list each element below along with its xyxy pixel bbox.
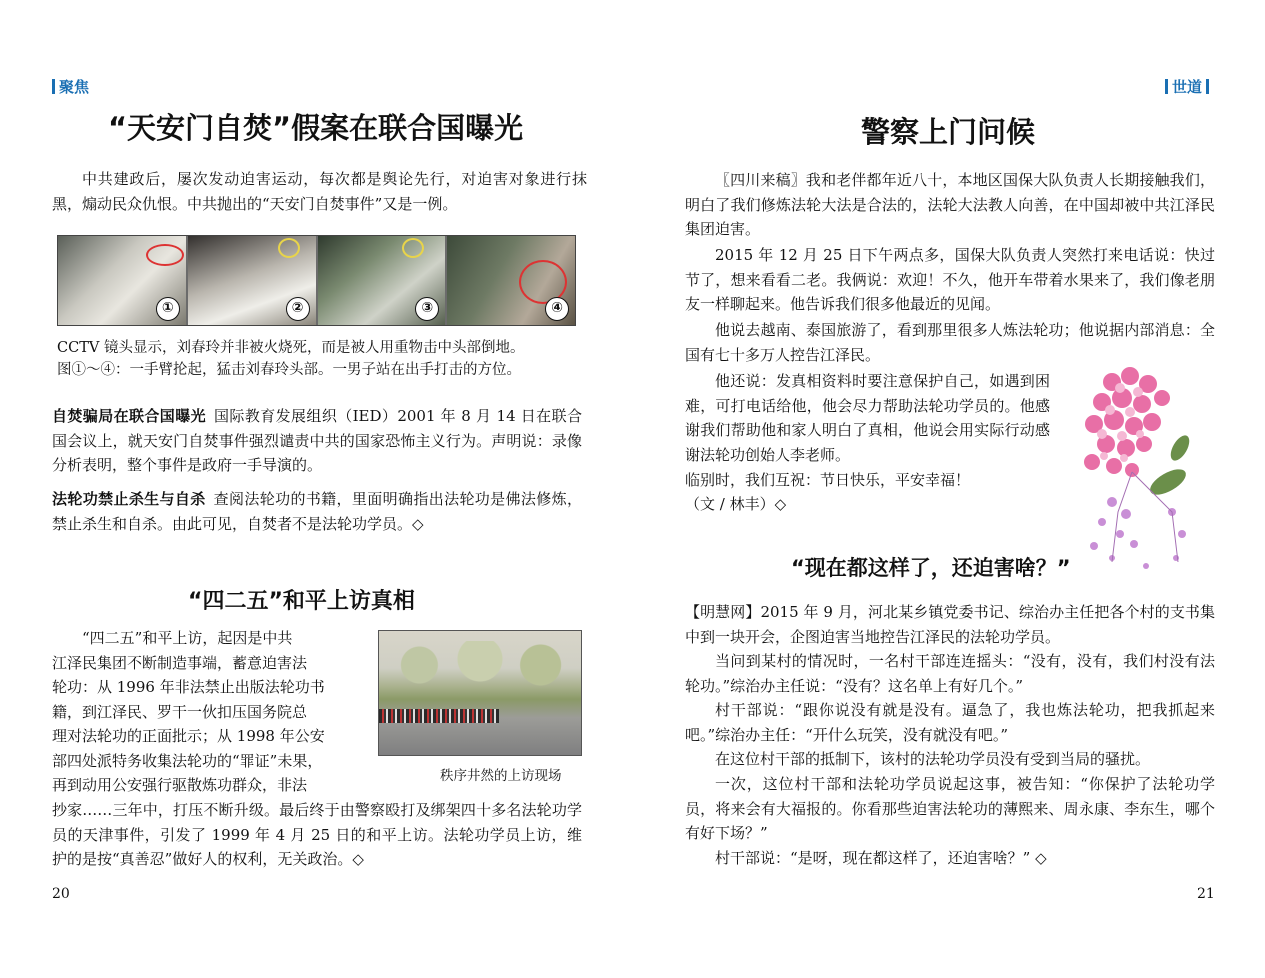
intro-paragraph: 中共建政后，屡次发动迫害运动，每次都是舆论先行，对迫害对象进行抹黑，煽动民众仇恨。中共抛出的“天安门自焚事件”又是一例。 bbox=[52, 170, 587, 213]
text-line: 籍，到江泽民、罗干一伙扣压国务院总 bbox=[52, 702, 308, 721]
highlight-circle bbox=[146, 244, 184, 266]
text-line: 理对法轮功的正面批示；从 1998 年公安 bbox=[52, 727, 325, 745]
protest-photo bbox=[378, 630, 582, 756]
photo-caption bbox=[57, 337, 587, 381]
article-title: “天安门自焚”假案在联合国曝光 bbox=[108, 111, 524, 145]
section-tag-focus bbox=[52, 76, 89, 97]
protest-photo-caption: 秩序井然的上访现场 bbox=[440, 768, 562, 784]
cctv-photo-strip bbox=[57, 235, 576, 326]
highlight-circle bbox=[402, 238, 424, 258]
crowd bbox=[379, 709, 499, 723]
highlight-circle bbox=[278, 238, 300, 258]
cctv-frame-3 bbox=[318, 236, 446, 325]
section-tag-world bbox=[1165, 76, 1209, 97]
paragraph: 【明慧网】2015 年 9 月，河北某乡镇党委书记、综治办主任把各个村的支书集中到一块开会，企图迫害当地控告江泽民的法轮功学员。 bbox=[685, 603, 1215, 646]
paragraph: 村干部说：“是呀，现在都这样了，还迫害啥？” ◇ bbox=[715, 849, 1047, 867]
frame-number: ① bbox=[156, 297, 180, 321]
paragraph: 一次，这位村干部和法轮功学员说起这事，被告知：“你保护了法轮功学员，将来会有大福报的。你看那些迫害法轮功的薄熙来、周永康、李东生，哪个有好下场？” bbox=[685, 775, 1215, 842]
subsection-un-exposure bbox=[52, 404, 582, 478]
subsection-heading: 自焚骗局在联合国曝光 bbox=[52, 407, 207, 425]
trees bbox=[379, 641, 581, 701]
subsection-no-killing bbox=[52, 487, 582, 536]
cctv-frame-1 bbox=[58, 236, 186, 325]
page-number: 21 bbox=[1197, 886, 1215, 902]
article-title-still-persecute: “现在都这样了，还迫害啥？” bbox=[791, 556, 1071, 580]
paragraph: 2015 年 12 月 25 日下午两点多，国保大队负责人突然打来电话说：快过节了，想来看看二老。我俩说：欢迎！不久，他开车带着水果来了，我们像老朋友一样聊起来。他告诉我们很多他最近的见闻。 bbox=[685, 246, 1215, 313]
paragraph: 〖四川来稿〗我和老伴都年近八十，本地区国保大队负责人长期接触我们，明白了我们修炼法轮大法是合法的，法轮大法教人向善，在中国却被中共江泽民集团迫害。 bbox=[685, 171, 1215, 238]
text-line: 再到动用公安强行驱散炼功群众，非法 bbox=[52, 776, 308, 794]
text-line: “四二五”和平上访，起因是中共 bbox=[82, 629, 293, 647]
paragraph: 他还说：发真相资料时要注意保护自己，如遇到困难，可打电话给他，他会尽力帮助法轮功学员的。他感谢我们帮助他和家人明白了真相，他说会用实际行动感谢法轮功创始人李老师。 bbox=[685, 372, 1050, 464]
photo-caption-line: CCTV 镜头显示，刘春玲并非被火烧死，而是被人用重物击中头部倒地。 bbox=[57, 340, 525, 356]
section-tag-label: 世道 bbox=[1172, 78, 1203, 96]
text-line: 部四处派特务收集法轮功的“罪证”未果， bbox=[52, 751, 323, 770]
section-tag-bar bbox=[1165, 79, 1168, 94]
article-title-425: “四二五”和平上访真相 bbox=[188, 589, 415, 614]
section-tag-bar bbox=[52, 79, 55, 94]
article-425-wrapped-text bbox=[52, 626, 370, 798]
flower-illustration-icon bbox=[1072, 362, 1202, 582]
paragraph: 临别时，我们互祝：节日快乐，平安幸福！ bbox=[685, 471, 971, 489]
paragraph: 他说去越南、泰国旅游了，看到那里很多人炼法轮功；他说据内部消息：全国有七十多万人控告江泽民。 bbox=[685, 321, 1215, 364]
photo-caption-line: 图①～④：一手臂抡起，猛击刘春玲头部。一男子站在出手打击的方位。 bbox=[57, 362, 521, 378]
byline: （文 / 林丰）◇ bbox=[685, 495, 787, 513]
article-425-rest: 抄家……三年中，打压不断升级。最后终于由警察殴打及绑架四十多名法轮功学员的天津事件，引发了 1999 年 4 月 25 日的和平上访。法轮功学员上访，维护的是按“真善忍”做好人的权利，无关政治。◇ bbox=[52, 801, 582, 868]
subsection-text: 国际教育发展组织（IED）2001 年 8 月 14 日在联合国会议上，就天安门自焚事件强烈谴责中共的国家恐怖主义行为。声明说：录像分析表明，整个事件是政府一手导演的。 bbox=[52, 407, 582, 474]
subsection-text: 查阅法轮功的书籍，里面明确指出法轮功是佛法修炼，禁止杀生和自杀。由此可见，自焚者不是法轮功学员。◇ bbox=[52, 490, 582, 533]
left-page bbox=[0, 0, 632, 978]
paragraph: 在这位村干部的抵制下，该村的法轮功学员没有受到当局的骚扰。 bbox=[715, 750, 1151, 768]
frame-number: ③ bbox=[415, 297, 439, 321]
text-line: 江泽民集团不断制造事端，蓄意迫害法 bbox=[52, 653, 308, 672]
cctv-frame-2 bbox=[188, 236, 316, 325]
frame-number: ④ bbox=[545, 297, 569, 321]
section-tag-label: 聚焦 bbox=[59, 78, 90, 96]
section-tag-bar bbox=[1206, 79, 1209, 94]
paragraph: 当问到某村的情况时，一名村干部连连摇头：“没有，没有，我们村没有法轮功。”综治办主任说：“没有？这名单上有好几个。” bbox=[685, 652, 1215, 695]
text-line: 轮功：从 1996 年非法禁止出版法轮功书 bbox=[52, 678, 325, 696]
page-number: 20 bbox=[52, 886, 70, 902]
paragraph: 村干部说：“跟你说没有就是没有。逼急了，我也炼法轮功，把我抓起来吧。”综治办主任：“开什么玩笑，没有就没有吧。” bbox=[685, 701, 1215, 744]
cctv-frame-4 bbox=[447, 236, 575, 325]
article-title: 警察上门问候 bbox=[861, 115, 1036, 149]
subsection-heading: 法轮功禁止杀生与自杀 bbox=[52, 490, 206, 508]
frame-number: ② bbox=[286, 297, 310, 321]
